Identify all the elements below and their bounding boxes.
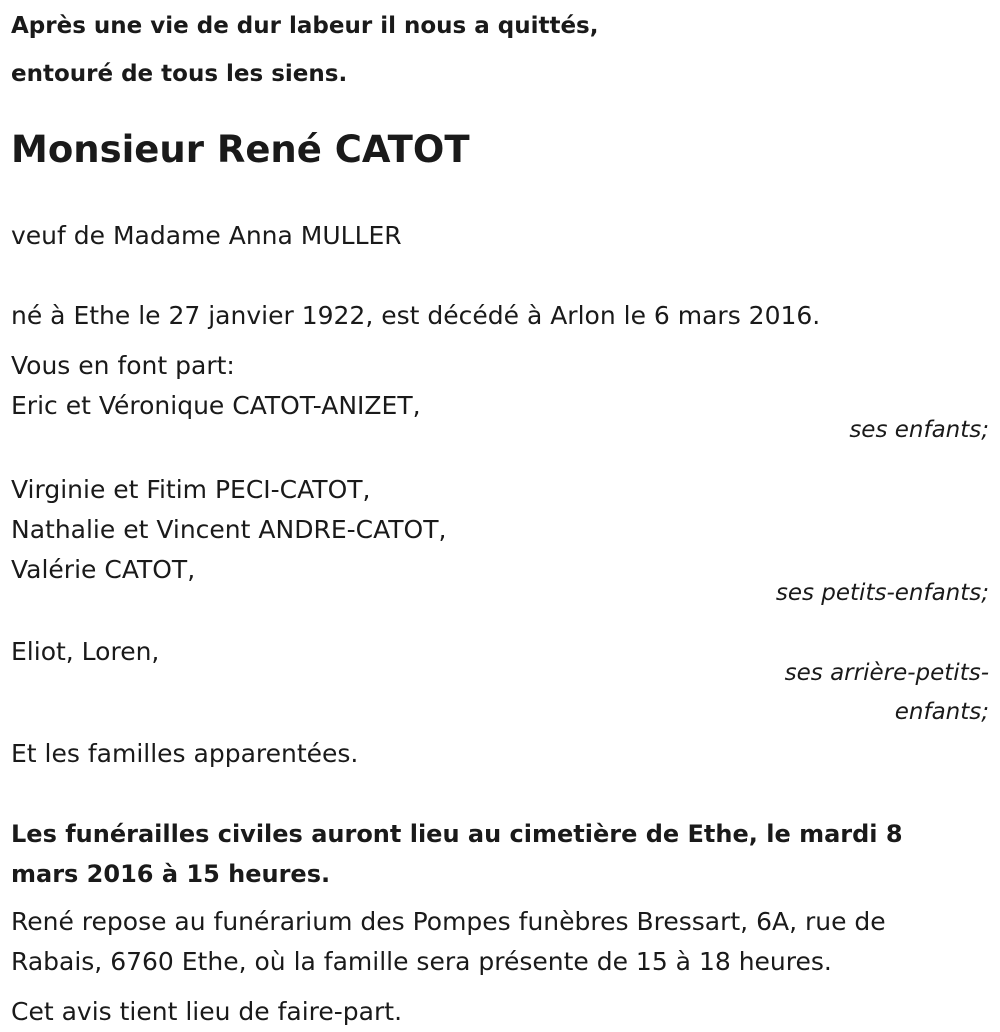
deceased-name: Monsieur René CATOT xyxy=(11,128,470,171)
grandchild-entry-2: Nathalie et Vincent ANDRE-CATOT, xyxy=(11,515,447,544)
notice-line: Cet avis tient lieu de faire-part. xyxy=(11,997,403,1026)
grandchild-entry-1: Virginie et Fitim PECI-CATOT, xyxy=(11,475,371,504)
rest-line-1: René repose au funérarium des Pompes funèbres Bressart, 6A, rue de xyxy=(11,907,886,936)
great-grandchildren-label-line-2: enfants; xyxy=(894,699,989,725)
funeral-line-1: Les funérailles civiles auront lieu au cimetière de Ethe, le mardi 8 xyxy=(11,820,903,848)
birth-death-line: né à Ethe le 27 janvier 1922, est décédé à Arlon le 6 mars 2016. xyxy=(11,301,821,330)
grandchildren-label: ses petits-enfants; xyxy=(775,580,989,606)
rest-location xyxy=(11,902,989,982)
obituary-notice xyxy=(11,0,989,1032)
rest-line-2: Rabais, 6760 Ethe, où la famille sera présente de 15 à 18 heures. xyxy=(11,947,832,976)
funeral-details xyxy=(11,814,989,894)
widow-of: veuf de Madame Anna MULLER xyxy=(11,221,402,250)
announcement-intro: Vous en font part: xyxy=(11,351,235,380)
children-label: ses enfants; xyxy=(849,417,989,443)
grandchild-entry-3: Valérie CATOT, xyxy=(11,555,196,584)
children-entry: Eric et Véronique CATOT-ANIZET, xyxy=(11,391,421,420)
related-families: Et les familles apparentées. xyxy=(11,739,359,768)
funeral-line-2: mars 2016 à 15 heures. xyxy=(11,860,331,888)
intro-line-1: Après une vie de dur labeur il nous a quittés, xyxy=(11,13,599,39)
intro-line-2: entouré de tous les siens. xyxy=(11,61,348,87)
great-grandchildren-entry: Eliot, Loren, xyxy=(11,637,160,666)
great-grandchildren-label-line-1: ses arrière-petits- xyxy=(784,660,989,686)
intro-text xyxy=(11,2,989,98)
